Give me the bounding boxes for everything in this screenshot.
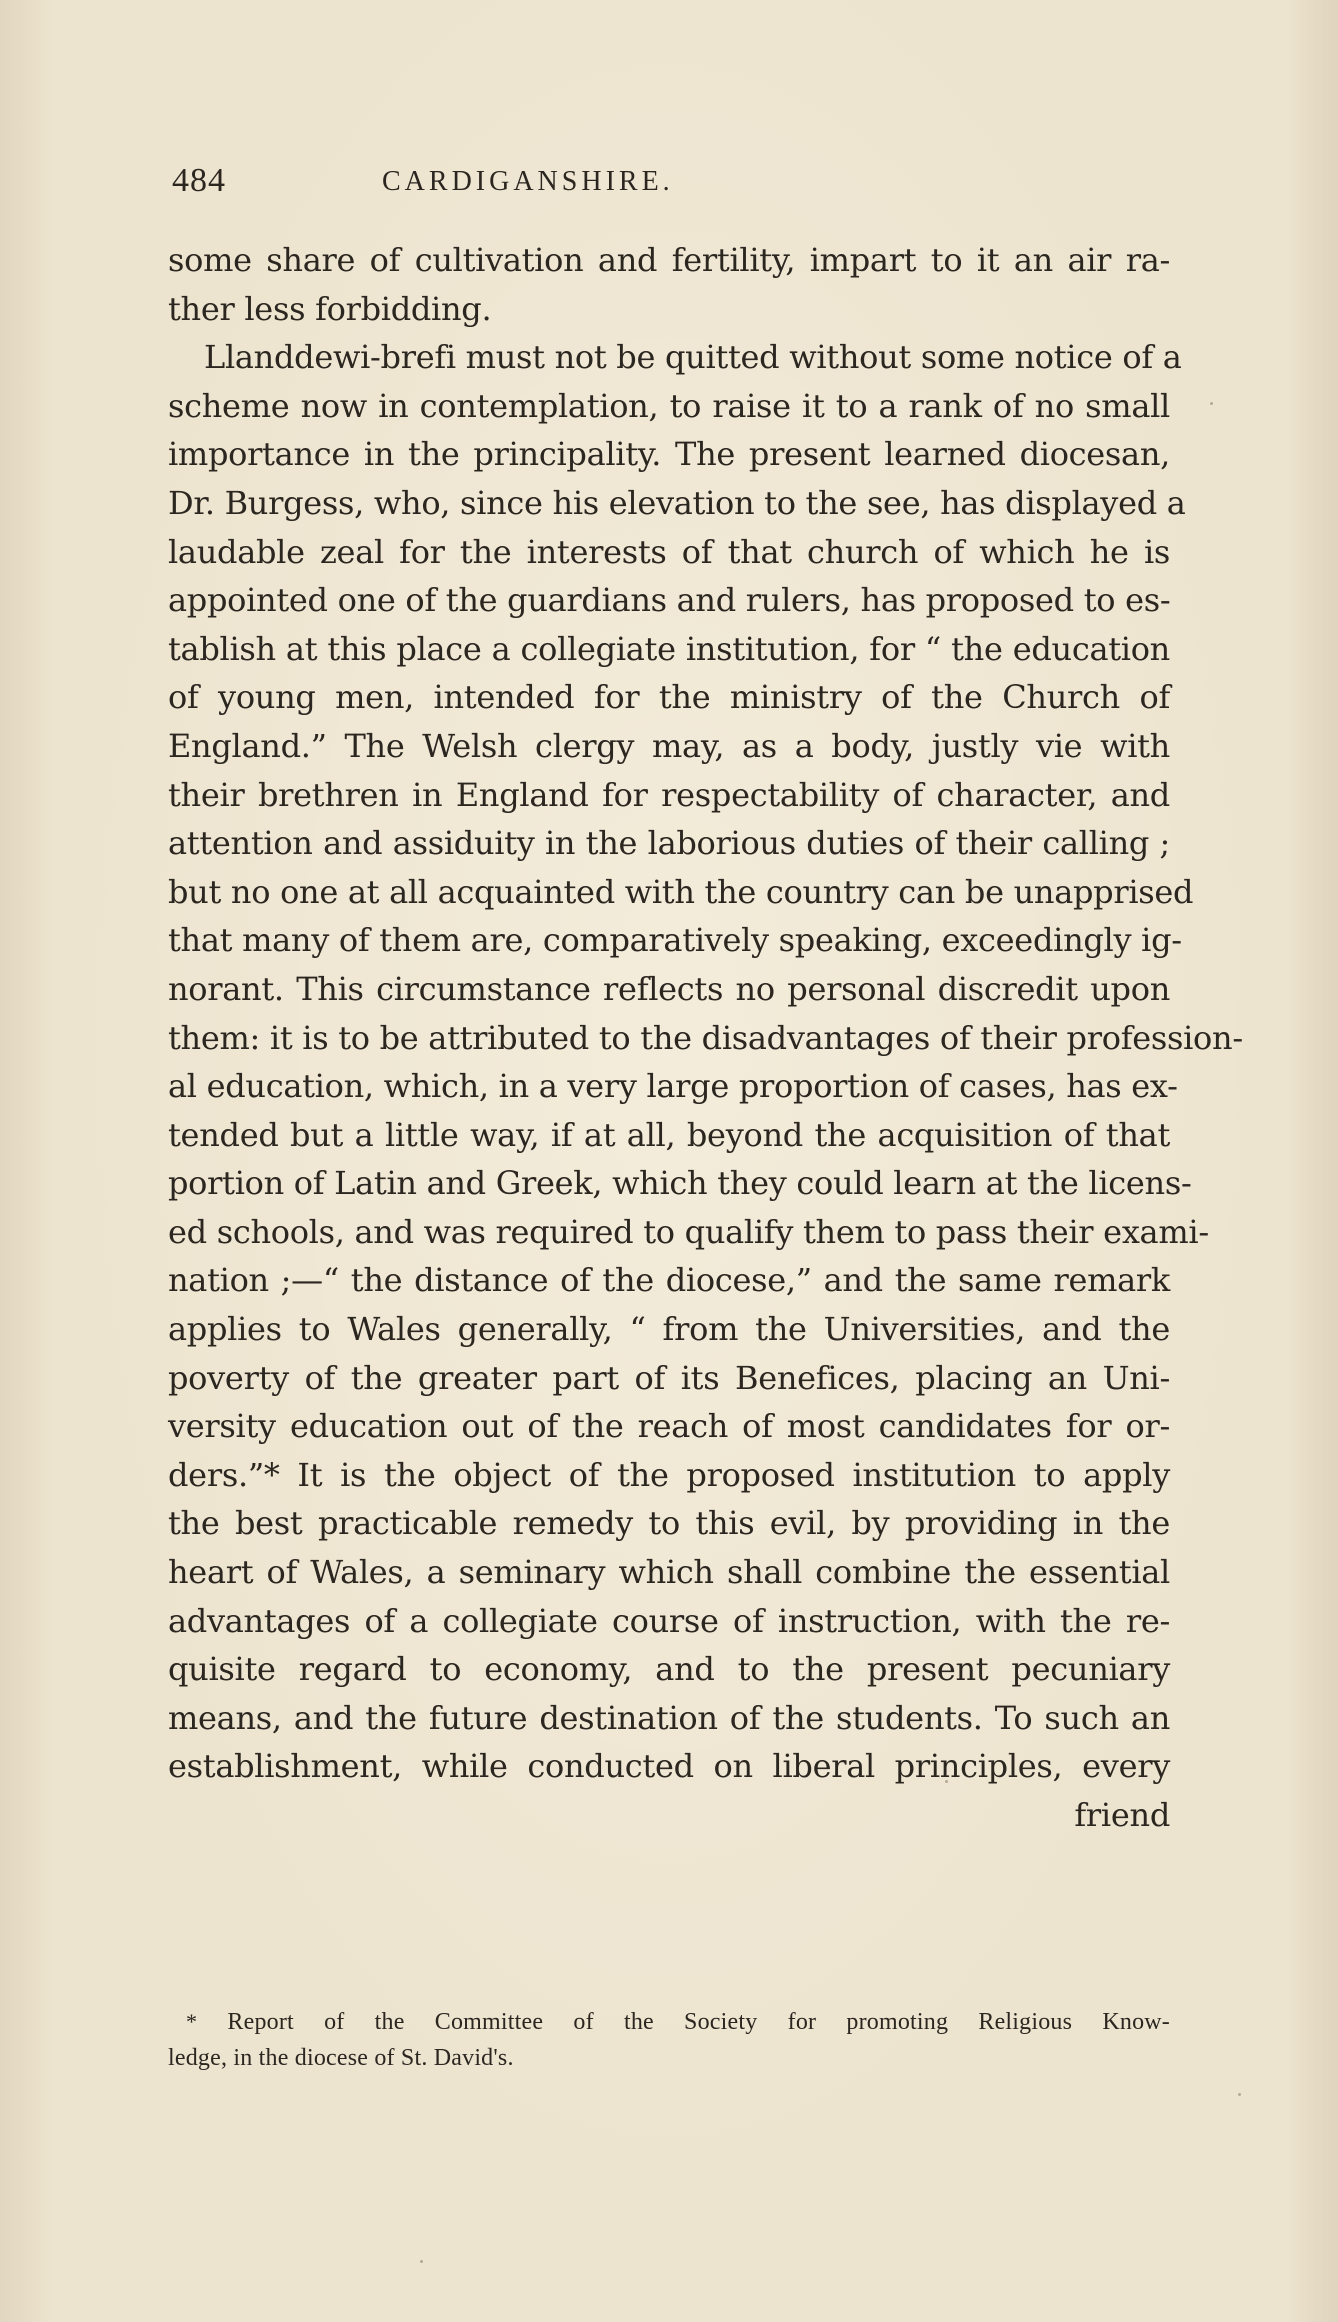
text-line: England.” The Welsh clergy may, as a body, justly vie with [168, 726, 1170, 765]
text-line: but no one at all acquainted with the country can be unapprised [168, 872, 1194, 911]
text-line: tended but a little way, if at all, beyond the acquisition of that [168, 1115, 1170, 1154]
text-line: poverty of the greater part of its Benefices, placing an Uni- [168, 1358, 1170, 1397]
running-head: CARDIGANSHIRE. [382, 166, 674, 197]
text-line: al education, which, in a very large proportion of cases, has ex- [168, 1067, 1178, 1106]
text-line: nation ;—“ the distance of the diocese,” and the same remark [168, 1261, 1170, 1300]
text-line: importance in the principality. The present learned diocesan, [168, 435, 1170, 474]
text-line: of young men, intended for the ministry of the Church of [168, 678, 1170, 717]
text-line: that many of them are, comparatively speaking, exceedingly ig- [168, 921, 1182, 960]
text-line: portion of Latin and Greek, which they could learn at the licens- [168, 1164, 1192, 1203]
footnote [168, 2004, 1170, 2076]
text-line: appointed one of the guardians and rulers, has proposed to es- [168, 581, 1171, 620]
footnote-line [168, 2004, 1170, 2040]
text-line: attention and assiduity in the laborious duties of their calling ; [168, 824, 1170, 863]
catchword: friend [1074, 1796, 1170, 1834]
text-line: laudable zeal for the interests of that church of which he is [168, 532, 1170, 571]
text-line: ders.”* It is the object of the proposed institution to apply [168, 1455, 1170, 1494]
paper-speck [420, 2260, 423, 2263]
text-line: versity education out of the reach of most candidates for or- [168, 1407, 1170, 1446]
text-line: some share of cultivation and fertility, impart to it an air ra- [168, 241, 1170, 279]
text-line: Llanddewi-brefi must not be quitted without some notice of a [204, 338, 1182, 377]
footnote-text: Report of the Committee of the Society for promoting Religious Know- [227, 2009, 1171, 2035]
text-line: advantages of a collegiate course of instruction, with the re- [168, 1601, 1170, 1640]
text-line: their brethren in England for respectability of character, and [168, 775, 1170, 814]
text-line: tablish at this place a collegiate institution, for “ the education [168, 629, 1170, 668]
footnote-mark: * [186, 2009, 198, 2034]
text-line: the best practicable remedy to this evil, by providing in the [168, 1504, 1170, 1543]
text-line: ed schools, and was required to qualify them to pass their exami- [168, 1212, 1209, 1251]
text-line: Dr. Burgess, who, since his elevation to the see, has displayed a [168, 483, 1186, 522]
paper-speck [945, 1780, 948, 1783]
text-line: applies to Wales generally, “ from the Universities, and the [168, 1310, 1170, 1349]
text-line: them: it is to be attributed to the disadvantages of their profession- [168, 1018, 1243, 1057]
paper-speck [1238, 2093, 1241, 2096]
page-number: 484 [172, 162, 226, 199]
text-line: establishment, while conducted on liberal principles, every [168, 1747, 1170, 1786]
text-line: quisite regard to economy, and to the present pecuniary [168, 1650, 1170, 1689]
text-line: scheme now in contemplation, to raise it to a rank of no small [168, 386, 1170, 425]
paper-speck [1210, 402, 1213, 405]
text-line: means, and the future destination of the students. To such an [168, 1698, 1170, 1737]
text-line: norant. This circumstance reflects no personal discredit upon [168, 969, 1170, 1008]
text-line: heart of Wales, a seminary which shall combine the essential [168, 1553, 1170, 1592]
body-text [168, 236, 1243, 1840]
page-header [172, 162, 1172, 202]
text-line: ther less forbidding. [168, 289, 492, 328]
footnote-line: ledge, in the diocese of St. David's. [168, 2045, 514, 2071]
